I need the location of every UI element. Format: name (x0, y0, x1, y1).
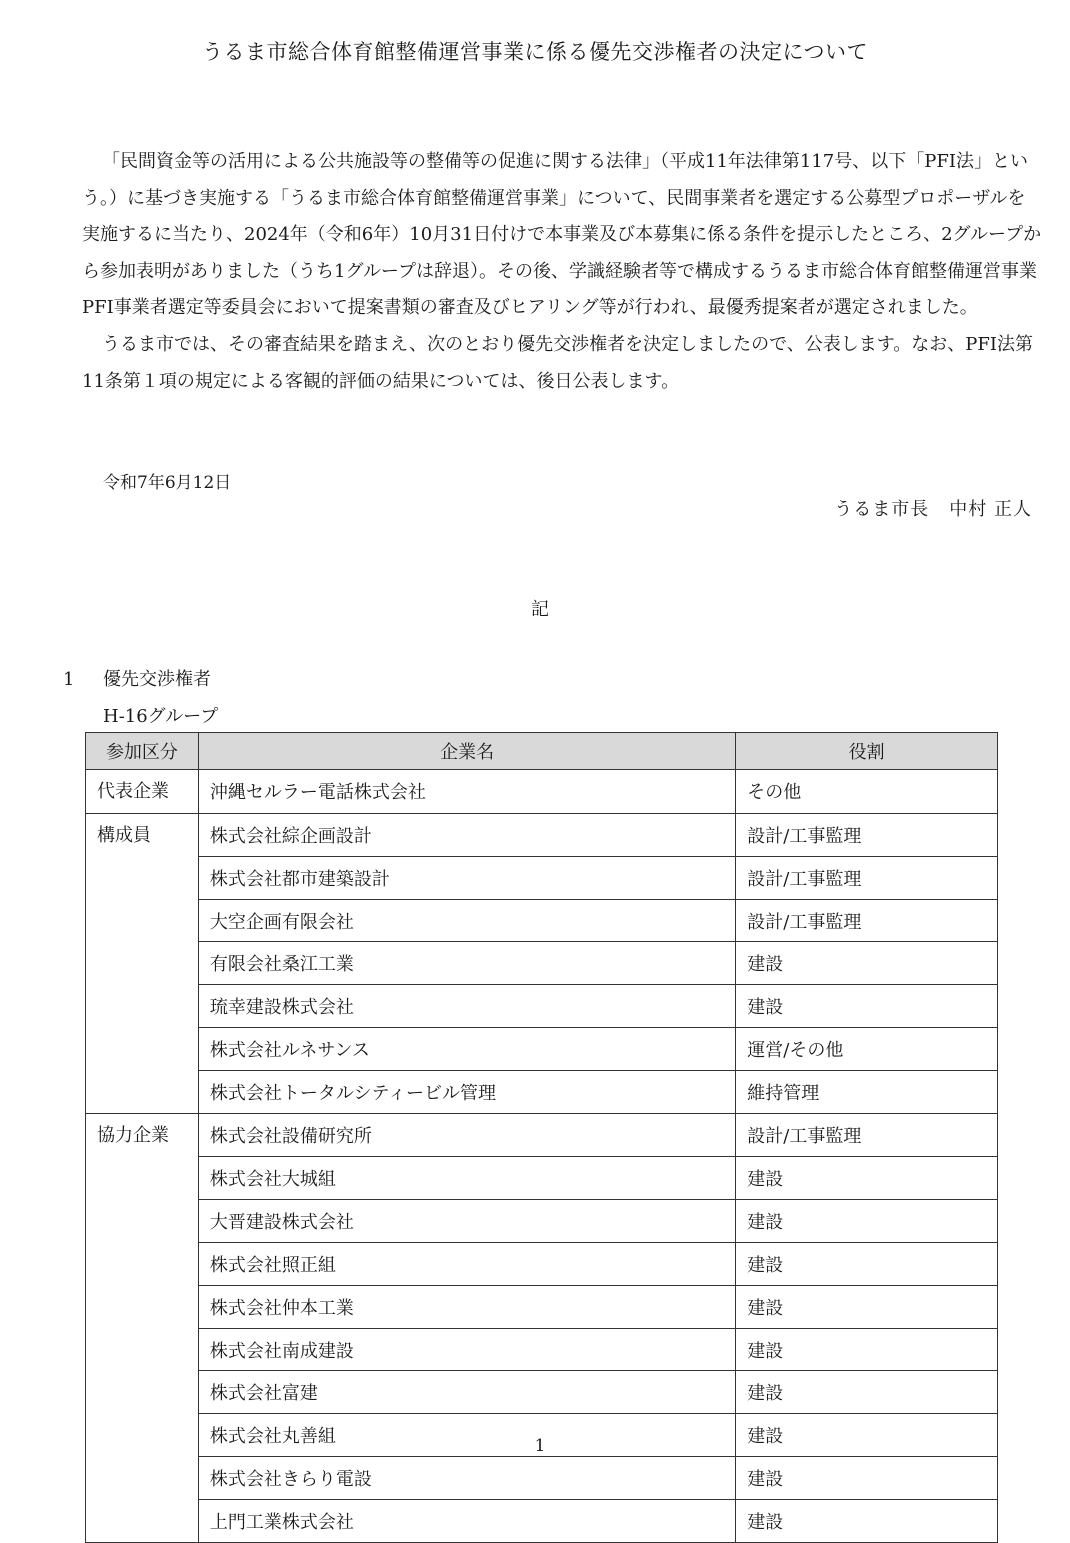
cell-company: 上門工業株式会社 (198, 1499, 735, 1542)
cell-role: 建設 (736, 1371, 998, 1414)
cell-category (86, 985, 199, 1028)
cell-company: 株式会社照正組 (198, 1243, 735, 1286)
cell-role: 建設 (736, 1157, 998, 1200)
cell-company: 株式会社大城組 (198, 1157, 735, 1200)
header-category: 参加区分 (86, 733, 199, 770)
cell-category (86, 1328, 199, 1371)
table-row (86, 1028, 998, 1071)
cell-role: 建設 (736, 1328, 998, 1371)
cell-category (86, 1285, 199, 1328)
cell-category: 協力企業 (86, 1114, 199, 1157)
cell-role: 建設 (736, 985, 998, 1028)
cell-company: 株式会社都市建築設計 (198, 856, 735, 899)
cell-category (86, 899, 199, 942)
cell-company: 株式会社設備研究所 (198, 1114, 735, 1157)
cell-role: 設計/工事監理 (736, 856, 998, 899)
issue-date: 令和7年6月12日 (103, 473, 232, 493)
table-row (86, 942, 998, 985)
cell-company: 株式会社ルネサンス (198, 1028, 735, 1071)
cell-company: 琉幸建設株式会社 (198, 985, 735, 1028)
table-row (86, 1328, 998, 1371)
cell-role: 設計/工事監理 (736, 899, 998, 942)
cell-role: 建設 (736, 942, 998, 985)
section-title: 優先交渉権者 (103, 669, 211, 690)
group-name: H-16グループ (103, 706, 219, 727)
cell-company: 大空企画有限会社 (198, 899, 735, 942)
cell-role: 建設 (736, 1457, 998, 1500)
cell-company: 株式会社トータルシティービル管理 (198, 1070, 735, 1113)
cell-category (86, 1200, 199, 1243)
cell-role: 設計/工事監理 (736, 813, 998, 856)
table-row (86, 1457, 998, 1500)
section-heading (63, 665, 211, 691)
table-row (86, 1157, 998, 1200)
table-row (86, 899, 998, 942)
cell-category (86, 1499, 199, 1542)
header-role: 役割 (736, 733, 998, 770)
cell-category: 構成員 (86, 813, 199, 856)
cell-company: 大晋建設株式会社 (198, 1200, 735, 1243)
paragraph-decision: うるま市では、その審査結果を踏まえ、次のとおり優先交渉権者を決定しましたので、公表します。なお、PFI法第11条第１項の規定による客観的評価の結果については、後日公表します。 (82, 333, 1033, 392)
table-row (86, 769, 998, 813)
table-header-row (86, 733, 998, 770)
page-number: 1 (534, 1436, 546, 1456)
cell-role: 建設 (736, 1200, 998, 1243)
cell-category: 代表企業 (86, 769, 199, 813)
cell-role: 建設 (736, 1499, 998, 1542)
section-number: 1 (63, 669, 75, 690)
cell-company: 株式会社きらり電設 (198, 1457, 735, 1500)
signer-title: うるま市長 (834, 499, 930, 520)
table-row (86, 856, 998, 899)
table-row (86, 1285, 998, 1328)
cell-category (86, 1371, 199, 1414)
cell-company: 有限会社桑江工業 (198, 942, 735, 985)
signer-name: 中村 正人 (949, 499, 1032, 520)
cell-company: 株式会社丸善組 (198, 1414, 735, 1457)
cell-role: 建設 (736, 1285, 998, 1328)
cell-category (86, 942, 199, 985)
cell-category (86, 1070, 199, 1113)
cell-category (86, 1028, 199, 1071)
document-title: うるま市総合体育館整備運営事業に係る優先交渉権者の決定について (201, 40, 869, 64)
table-body (86, 769, 998, 1542)
members-table (85, 732, 998, 1543)
cell-category (86, 1243, 199, 1286)
table-row (86, 985, 998, 1028)
body-text (82, 144, 1042, 400)
table-row (86, 813, 998, 856)
cell-company: 株式会社南成建設 (198, 1328, 735, 1371)
table-row (86, 1114, 998, 1157)
table-row (86, 1070, 998, 1113)
cell-company: 株式会社綜企画設計 (198, 813, 735, 856)
cell-role: 運営/その他 (736, 1028, 998, 1071)
ki-heading: 記 (531, 599, 549, 620)
header-company: 企業名 (198, 733, 735, 770)
cell-company: 株式会社富建 (198, 1371, 735, 1414)
table-row (86, 1243, 998, 1286)
cell-role: 設計/工事監理 (736, 1114, 998, 1157)
cell-role: その他 (736, 769, 998, 813)
table-row (86, 1200, 998, 1243)
cell-company: 沖縄セルラー電話株式会社 (198, 769, 735, 813)
paragraph-intro: 「民間資金等の活用による公共施設等の整備等の促進に関する法律」（平成11年法律第117号、以下「PFI法」という。）に基づき実施する「うるま市総合体育館整備運営事業」について、民間事業者を選定する公募型プロポーザルを実施するに当たり、2024年（令和6年）10月31日付けで本事業及び本募集に係る条件を提示したところ、2グループから参加表明がありました（うち1グループは辞退）。その後、学識経験者等で構成するうるま市総合体育館整備運営事業PFI事業者選定等委員会において提案書類の審査及びヒアリング等が行われ、最優秀提案者が選定されました。 (82, 151, 1042, 319)
table-row (86, 1499, 998, 1542)
table-row (86, 1371, 998, 1414)
cell-category (86, 1157, 199, 1200)
cell-company: 株式会社仲本工業 (198, 1285, 735, 1328)
cell-role: 建設 (736, 1243, 998, 1286)
cell-role: 建設 (736, 1414, 998, 1457)
cell-category (86, 856, 199, 899)
cell-category (86, 1457, 199, 1500)
cell-role: 維持管理 (736, 1070, 998, 1113)
signer (834, 495, 1032, 521)
